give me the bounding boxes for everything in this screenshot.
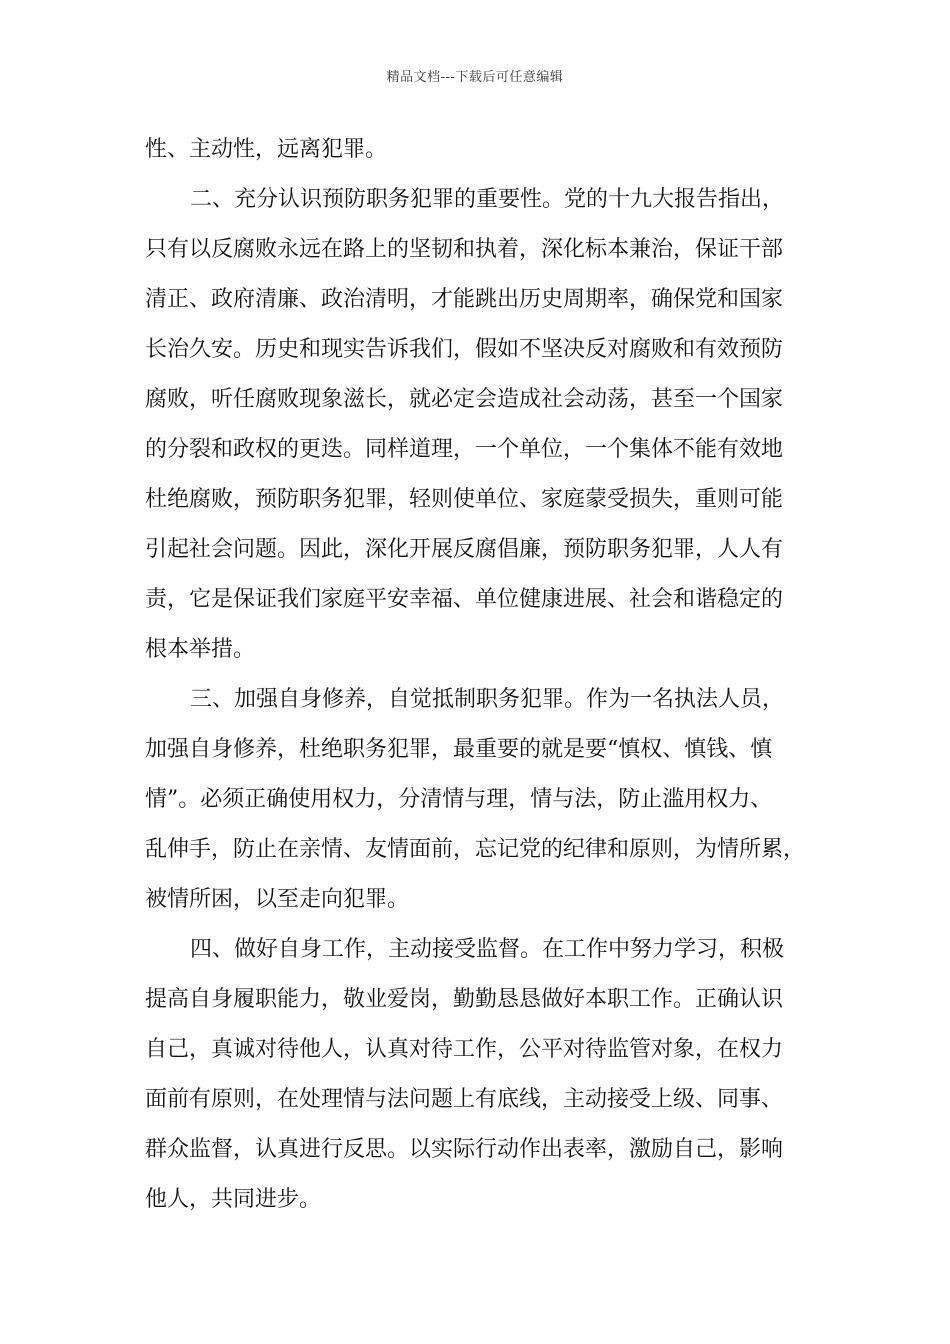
text-line: 性、主动性，远离犯罪。 [145, 137, 388, 162]
text-line: 长治久安。历史和现实告诉我们，假如不坚决反对腐败和有效预防 [145, 337, 784, 362]
text-line: 腐败，听任腐败现象滋长，就必定会造成社会动荡，甚至一个国家 [145, 387, 784, 412]
text-line: 乱伸手，防止在亲情、友情面前，忘记党的纪律和原则，为情所累， [145, 837, 806, 862]
text-line: 群众监督，认真进行反思。以实际行动作出表率，激励自己，影响 [145, 1137, 784, 1162]
text-line: 面前有原则，在处理情与法问题上有底线，主动接受上级、同事、 [145, 1087, 784, 1112]
text-line: 被情所困，以至走向犯罪。 [145, 887, 410, 912]
page-header: 精品文档---下载后可任意编辑 [386, 70, 564, 85]
text-line: 引起社会问题。因此，深化开展反腐倡廉，预防职务犯罪，人人有 [145, 537, 784, 562]
paragraph-start-line: 三、加强自身修养，自觉抵制职务犯罪。作为一名执法人员， [190, 687, 785, 712]
text-line: 杜绝腐败，预防职务犯罪，轻则使单位、家庭蒙受损失，重则可能 [145, 487, 784, 512]
text-line: 根本举措。 [145, 637, 256, 662]
text-line: 责，它是保证我们家庭平安幸福、单位健康进展、社会和谐稳定的 [145, 587, 784, 612]
text-line: 提高自身履职能力，敬业爱岗，勤勤恳恳做好本职工作。正确认识 [145, 987, 784, 1012]
text-line: 只有以反腐败永远在路上的坚韧和执着，深化标本兼治，保证干部 [145, 237, 784, 262]
text-line: 清正、政府清廉、政治清明，才能跳出历史周期率，确保党和国家 [145, 287, 784, 312]
paragraph-start-line: 四、做好自身工作，主动接受监督。在工作中努力学习，积极 [190, 937, 785, 962]
text-line: 自己，真诚对待他人，认真对待工作，公平对待监管对象，在权力 [145, 1037, 784, 1062]
paragraph-start-line: 二、充分认识预防职务犯罪的重要性。党的十九大报告指出， [190, 187, 785, 212]
text-line: 他人，共同进步。 [145, 1187, 322, 1212]
text-line: 的分裂和政权的更迭。同样道理，一个单位，一个集体不能有效地 [145, 437, 784, 462]
text-line: 加强自身修养，杜绝职务犯罪，最重要的就是要“慎权、慎钱、慎 [145, 737, 773, 762]
text-line: 情”。必须正确使用权力，分清情与理，情与法，防止滥用权力、 [145, 787, 773, 812]
